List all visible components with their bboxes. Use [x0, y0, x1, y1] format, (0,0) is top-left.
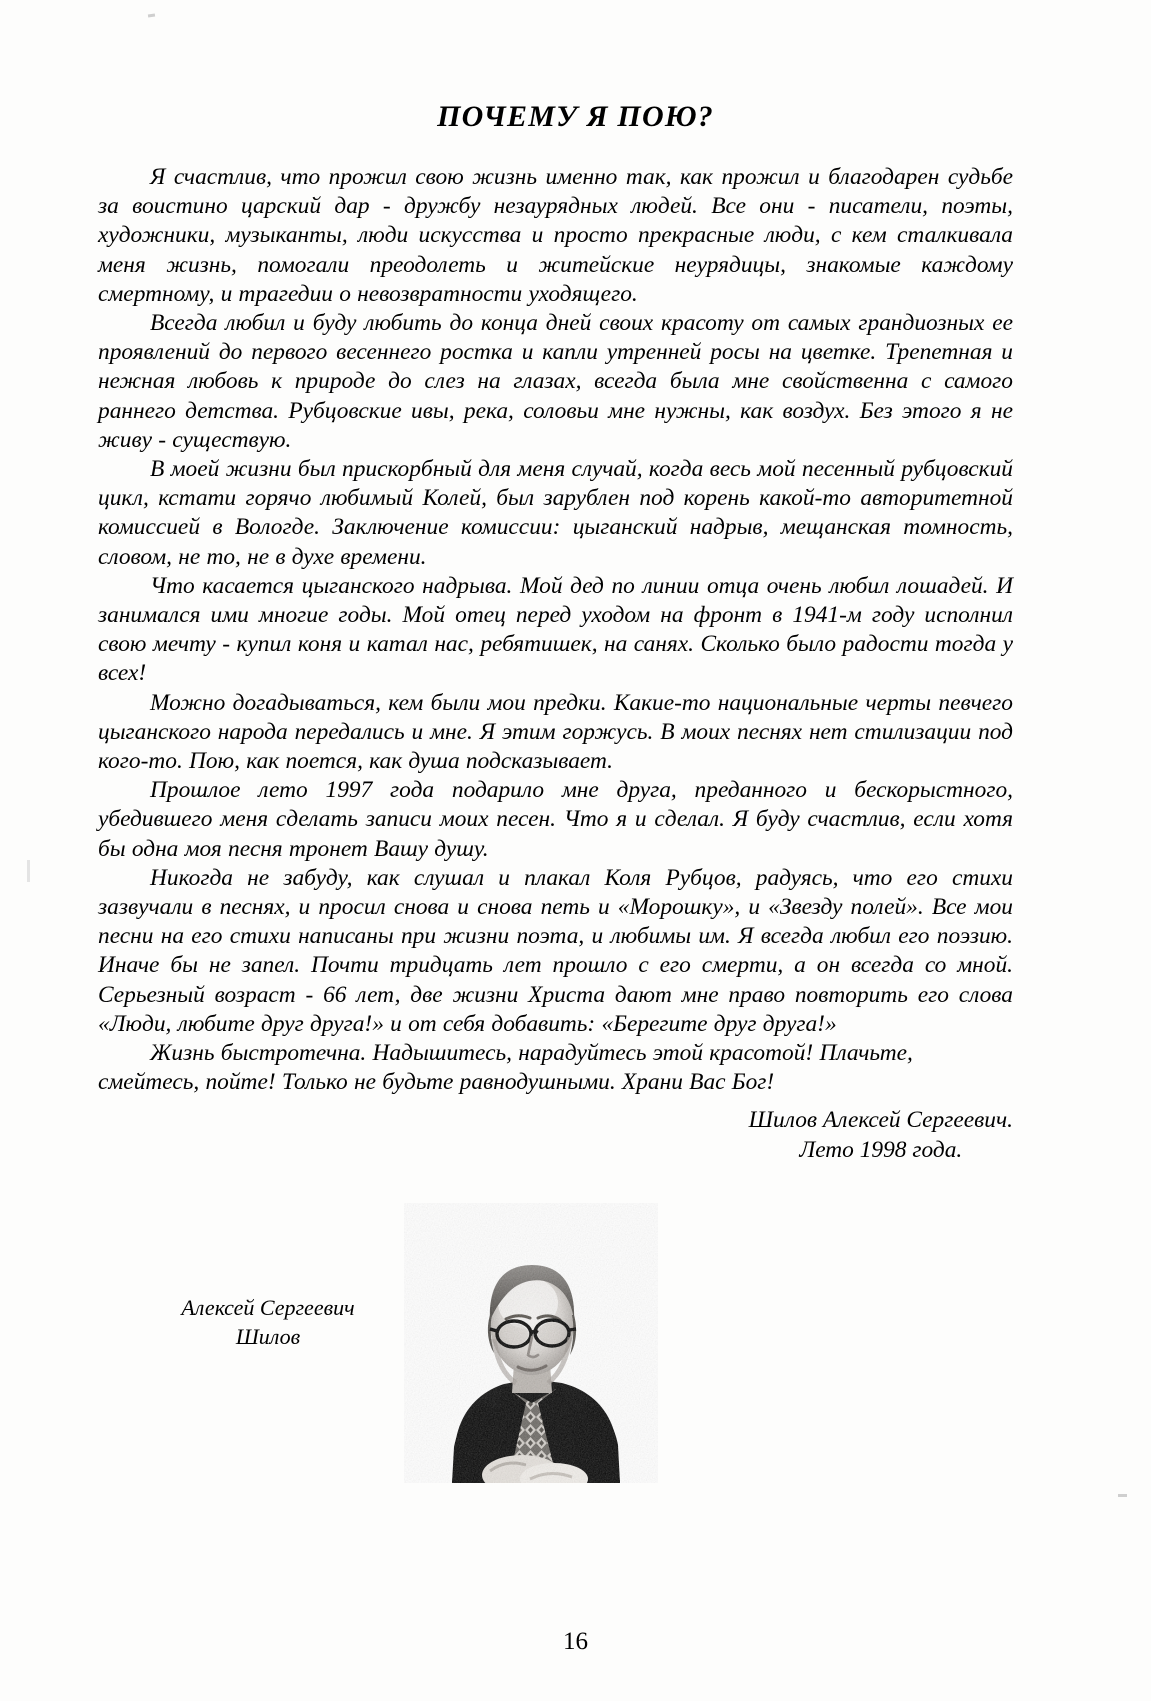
photo-caption-line-2: Шилов: [235, 1324, 301, 1349]
page-title: ПОЧЕМУ Я ПОЮ?: [437, 100, 714, 134]
photo-caption-line-1: Алексей Сергеевич: [181, 1295, 355, 1320]
page-number: 16: [563, 1628, 588, 1655]
paragraph: Что касается цыганского надрыва. Мой дед по линии отца очень любил лошадей. И занимался ими многие годы. Мой отец перед уходом на фронт в 1941-м году исполнил свою мечту - купил коня и катал нас, ребятишек, на санях. Сколько было радости тогда у всех!: [98, 572, 1013, 687]
scan-artifact: [148, 14, 155, 18]
photo-caption: [148, 1293, 388, 1351]
article-body: [98, 163, 1013, 1098]
author-signature: [749, 1105, 1013, 1165]
paragraph: Можно догадываться, кем были мои предки. Какие-то национальные черты певчего цыганского народа передались и мне. Я этим горжусь. В моих песнях нет стилизации под кого-то. Пою, как поется, как душа подсказывает.: [98, 689, 1013, 775]
author-photo: [404, 1203, 658, 1483]
scan-artifact: [27, 860, 30, 882]
signature-date: Лето 1998 года.: [799, 1137, 963, 1163]
paragraph: Я счастлив, что прожил свою жизнь именно так, как прожил и благодарен судьбе за воистино царский дар - дружбу незаурядных людей. Все они - писатели, поэты, художники, музыканты, люди искусства и просто прекрасные люди, с кем сталкивала меня жизнь, помогали преодолеть и житейские неурядицы, знакомые каждому смертному, и трагедии о невозвратности уходящего.: [98, 164, 1013, 307]
paragraph: Всегда любил и буду любить до конца дней своих красоту от самых грандиозных ее проявлений до первого весеннего ростка и капли утренней росы на цветке. Трепетная и нежная любовь к природе до слез на глазах, всегда была мне свойственна с самого раннего детства. Рубцовские ивы, река, соловьи мне нужны, как воздух. Без этого я не живу - существую.: [98, 310, 1013, 453]
scan-artifact: [1118, 1494, 1127, 1497]
paragraph: Никогда не забуду, как слушал и плакал Коля Рубцов, радуясь, что его стихи зазвучали в песнях, и просил снова и снова петь и «Морошку», и «Звезду полей». Все мои песни на его стихи написаны при жизни поэта, и любимы им. Я всегда любил его поэзию. Иначе бы не запел. Почти тридцать лет прошло с его смерти, а он всегда со мной. Серьезный возраст - 66 лет, две жизни Христа дают мне право повторить его слова «Люди, любите друг друга!» и от себя добавить: «Берегите друг друга!»: [98, 864, 1013, 1037]
paragraph: Прошлое лето 1997 года подарило мне друга, преданного и бескорыстного, убедившего меня сделать записи моих песен. Что я и сделал. Я буду счастлив, если хотя бы одна моя песня тронет Вашу душу.: [98, 777, 1013, 862]
paragraph: Жизнь быстротечна. Надышитесь, нарадуйтесь этой красотой! Плачьте, смейтесь, пойте! Только не будьте равнодушными. Храни Вас Бог!: [98, 1040, 913, 1096]
signature-name: Шилов Алексей Сергеевич.: [748, 1107, 1013, 1133]
paragraph: В моей жизни был прискорбный для меня случай, когда весь мой песенный рубцовский цикл, кстати горячо любимый Колей, был зарублен под корень какой-то авторитетной комиссией в Вологде. Заключение комиссии: цыганский надрыв, мещанская томность, словом, не то, не в духе времени.: [98, 456, 1013, 570]
